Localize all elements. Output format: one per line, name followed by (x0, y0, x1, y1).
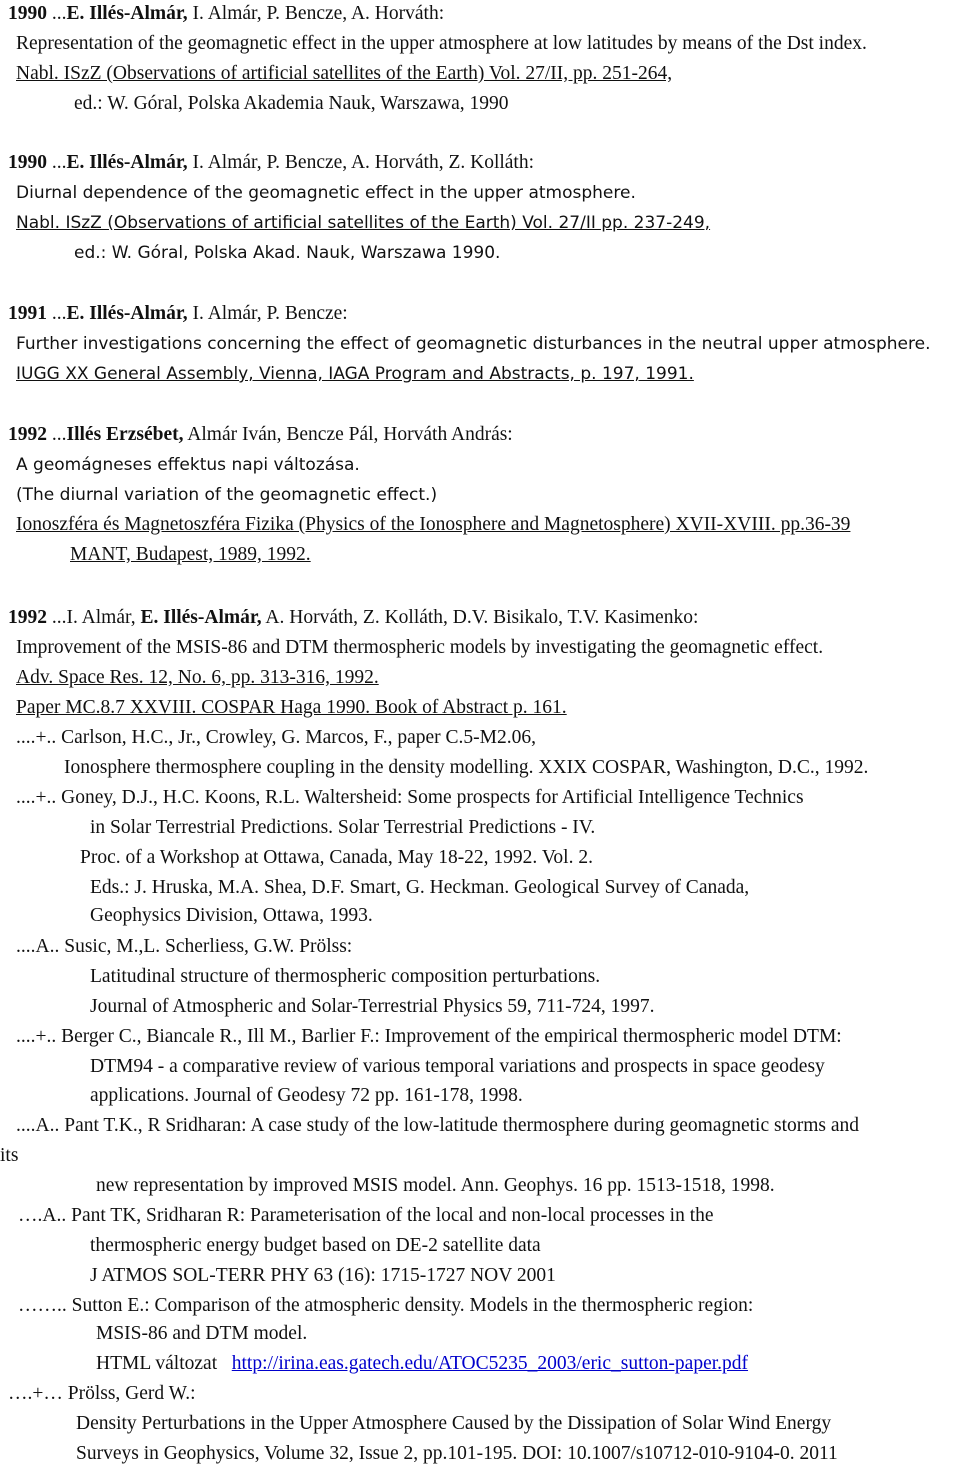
entry-5-title: Improvement of the MSIS-86 and DTM thermospheric models by investigating the geomagnetic effect. (16, 637, 824, 658)
entry-4-publisher: MANT, Budapest, 1989, 1992. (70, 544, 311, 565)
citation-2-line: Geophysics Division, Ottawa, 1993. (90, 905, 373, 926)
entry-4-source: Ionoszféra és Magnetoszféra Fizika (Physics of the Ionosphere and Magnetosphere) XVII-XVIII. pp.36-39 (16, 514, 851, 535)
entry-5-header: 1992 ...I. Almár, E. Illés-Almár, A. Horváth, Z. Kolláth, D.V. Bisikalo, T.V. Kasimenko: (8, 607, 699, 628)
citation-4-line: applications. Journal of Geodesy 72 pp. 161-178, 1998. (90, 1085, 523, 1106)
citation-2-line: Proc. of a Workshop at Ottawa, Canada, May 18-22, 1992. Vol. 2. (80, 847, 593, 868)
citation-1-authors: ....+.. Carlson, H.C., Jr., Crowley, G. Marcos, F., paper C.5-M2.06, (16, 727, 537, 748)
entry-4-title: A geomágneses effektus napi változása. (16, 455, 360, 475)
citation-8-authors: ….+… Prölss, Gerd W.: (8, 1383, 196, 1404)
entry-2-title: Diurnal dependence of the geomagnetic effect in the upper atmosphere. (16, 183, 636, 203)
entry-2-header: 1990 ...E. Illés-Almár, I. Almár, P. Bencze, A. Horváth, Z. Kolláth: (8, 152, 535, 173)
entry-4-title-translation: (The diurnal variation of the geomagnetic effect.) (16, 485, 438, 505)
citation-6-authors: ….A.. Pant TK, Sridharan R: Parameterisation of the local and non-local processes in the (18, 1205, 714, 1226)
entry-3-source: IUGG XX General Assembly, Vienna, IAGA Program and Abstracts, p. 197, 1991. (16, 364, 694, 384)
entry-4-header: 1992 ...Illés Erzsébet, Almár Iván, Bencze Pál, Horváth András: (8, 424, 513, 445)
citation-5-authors: ....A.. Pant T.K., R Sridharan: A case study of the low-latitude thermosphere during geomagnetic storms and (16, 1115, 860, 1136)
entry-5-abstract: Paper MC.8.7 XXVIII. COSPAR Haga 1990. Book of Abstract p. 161. (16, 697, 567, 718)
citation-2-authors: ....+.. Goney, D.J., H.C. Koons, R.L. Waltersheid: Some prospects for Artificial Intelligence Technics (16, 787, 804, 808)
citation-3-authors: ....A.. Susic, M.,L. Scherliess, G.W. Prölss: (16, 936, 353, 957)
citation-4-line: DTM94 - a comparative review of various temporal variations and prospects in space geodesy (90, 1056, 825, 1077)
citation-5-line: new representation by improved MSIS model. Ann. Geophys. 16 pp. 1513-1518, 1998. (96, 1175, 775, 1196)
paper-pdf-link[interactable]: http://irina.eas.gatech.edu/ATOC5235_2003/eric_sutton-paper.pdf (231, 1353, 749, 1374)
entry-2-source: Nabl. ISzZ (Observations of artificial satellites of the Earth) Vol. 27/II pp. 237-249, (16, 213, 711, 233)
entry-1-editor: ed.: W. Góral, Polska Akademia Nauk, Warszawa, 1990 (74, 93, 509, 114)
entry-3-title: Further investigations concerning the effect of geomagnetic disturbances in the neutral upper atmosphere. (16, 334, 931, 354)
entry-2-editor: ed.: W. Góral, Polska Akad. Nauk, Warszawa 1990. (74, 243, 501, 263)
citation-8-line: Surveys in Geophysics, Volume 32, Issue 2, pp.101-195. DOI: 10.1007/s10712-010-9104-0. 2011 (76, 1443, 838, 1464)
citation-6-line: thermospheric energy budget based on DE-2 satellite data (90, 1235, 541, 1256)
citation-5-line: its (0, 1145, 19, 1166)
citation-1-line: Ionosphere thermosphere coupling in the density modelling. XXIX COSPAR, Washington, D.C., 1992. (64, 757, 869, 778)
entry-3-header: 1991 ...E. Illés-Almár, I. Almár, P. Bencze: (8, 303, 348, 324)
citation-3-line: Latitudinal structure of thermospheric composition perturbations. (90, 966, 601, 987)
entry-1-title: Representation of the geomagnetic effect in the upper atmosphere at low latitudes by means of the Dst index. (16, 33, 867, 54)
entry-1-header: 1990 ...E. Illés-Almár, I. Almár, P. Bencze, A. Horváth: (8, 3, 445, 24)
citation-7-html-row (96, 1352, 748, 1376)
entry-1-source: Nabl. ISzZ (Observations of artificial satellites of the Earth) Vol. 27/II, pp. 251-264, (16, 63, 673, 84)
citation-8-line: Density Perturbations in the Upper Atmosphere Caused by the Dissipation of Solar Wind Energy (76, 1413, 832, 1434)
citation-2-line: Eds.: J. Hruska, M.A. Shea, D.F. Smart, G. Heckman. Geological Survey of Canada, (90, 877, 750, 898)
entry-5-source: Adv. Space Res. 12, No. 6, pp. 313-316, 1992. (16, 667, 379, 688)
citation-7-line: MSIS-86 and DTM model. (96, 1323, 308, 1344)
citation-4-authors: ....+.. Berger C., Biancale R., Ill M., Barlier F.: Improvement of the empirical thermospheric model DTM: (16, 1026, 842, 1047)
citation-2-line: in Solar Terrestrial Predictions. Solar Terrestrial Predictions - IV. (90, 817, 596, 838)
html-version-label: HTML változat (96, 1353, 218, 1374)
citation-3-line: Journal of Atmospheric and Solar-Terrestrial Physics 59, 711-724, 1997. (90, 996, 655, 1017)
citation-6-line: J ATMOS SOL-TERR PHY 63 (16): 1715-1727 NOV 2001 (90, 1265, 556, 1286)
citation-7-authors: …….. Sutton E.: Comparison of the atmospheric density. Models in the thermospheric region: (18, 1295, 754, 1316)
